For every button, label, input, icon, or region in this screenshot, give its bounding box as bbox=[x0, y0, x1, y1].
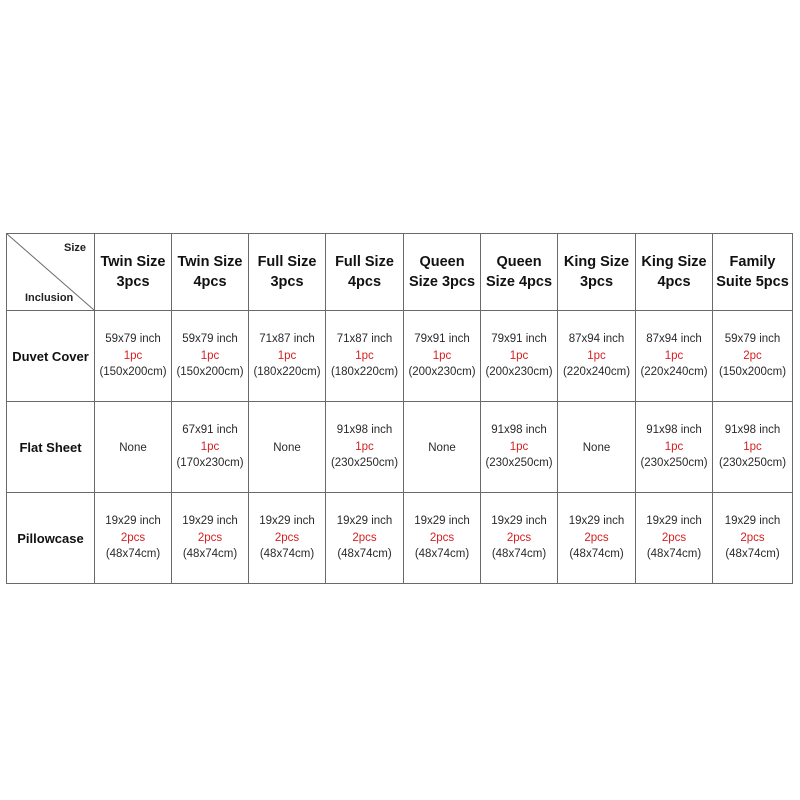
cell-metric: (48x74cm) bbox=[725, 548, 780, 561]
cell-quantity: 1pc bbox=[664, 349, 684, 362]
table-row-pillowcase bbox=[7, 493, 793, 584]
cell-size: 59x79 inch bbox=[182, 333, 238, 346]
table-cell bbox=[636, 402, 713, 493]
cell-quantity: 1pc bbox=[664, 440, 684, 453]
cell-size: 91x98 inch bbox=[491, 424, 547, 437]
cell-none: None bbox=[582, 442, 611, 454]
corner-cell bbox=[7, 234, 95, 311]
cell-quantity: 1pc bbox=[432, 349, 452, 362]
column-header-line1: Family bbox=[729, 254, 776, 270]
cell-none: None bbox=[273, 442, 301, 454]
column-header-line2: 4pcs bbox=[193, 274, 227, 290]
cell-metric: (48x74cm) bbox=[646, 548, 702, 561]
cell-metric: (48x74cm) bbox=[337, 548, 392, 561]
column-header-line2: 3pcs bbox=[579, 274, 614, 290]
cell-metric: (48x74cm) bbox=[259, 548, 315, 561]
table-cell bbox=[404, 311, 481, 402]
column-header-line2: 3pcs bbox=[270, 274, 304, 290]
table-cell bbox=[404, 493, 481, 584]
cell-metric: (150x200cm) bbox=[99, 366, 167, 379]
cell-size: 19x29 inch bbox=[568, 515, 625, 528]
corner-size-label: Size bbox=[63, 242, 86, 254]
column-header-king-3pcs bbox=[558, 234, 636, 311]
table-cell bbox=[404, 402, 481, 493]
column-header-king-4pcs bbox=[636, 234, 713, 311]
cell-none: None bbox=[428, 442, 456, 454]
cell-quantity: 2pcs bbox=[197, 531, 223, 544]
column-header-line1: King Size bbox=[641, 254, 707, 270]
cell-metric: (170x230cm) bbox=[176, 457, 244, 470]
column-header-line1: Full Size bbox=[257, 254, 317, 270]
column-header-twin-4pcs bbox=[172, 234, 249, 311]
table-row-flat-sheet bbox=[7, 402, 793, 493]
cell-quantity: 1pc bbox=[743, 440, 762, 453]
cell-quantity: 1pc bbox=[509, 349, 529, 362]
table-cell bbox=[95, 311, 172, 402]
cell-size: 19x29 inch bbox=[182, 515, 238, 528]
cell-quantity: 2pcs bbox=[740, 531, 765, 544]
table-cell bbox=[636, 493, 713, 584]
table-cell bbox=[95, 402, 172, 493]
table-cell bbox=[713, 402, 793, 493]
cell-size: 71x87 inch bbox=[336, 333, 393, 346]
cell-metric: (48x74cm) bbox=[569, 548, 624, 561]
table-cell bbox=[172, 493, 249, 584]
cell-size: 67x91 inch bbox=[182, 424, 238, 437]
row-label: Duvet Cover bbox=[7, 311, 95, 402]
table-cell bbox=[326, 402, 404, 493]
row-label: Flat Sheet bbox=[7, 402, 95, 493]
cell-metric: (230x250cm) bbox=[718, 457, 787, 470]
cell-size: 91x98 inch bbox=[336, 424, 393, 437]
cell-size: 87x94 inch bbox=[646, 333, 702, 346]
table-cell bbox=[326, 493, 404, 584]
cell-quantity: 2pcs bbox=[120, 531, 146, 544]
table-cell bbox=[326, 311, 404, 402]
table-row-duvet-cover bbox=[7, 311, 793, 402]
cell-size: 19x29 inch bbox=[259, 515, 315, 528]
cell-quantity: 1pc bbox=[355, 349, 374, 362]
column-header-twin-3pcs bbox=[95, 234, 172, 311]
cell-quantity: 1pc bbox=[123, 349, 143, 362]
table-cell bbox=[558, 402, 636, 493]
column-header-queen-3pcs bbox=[404, 234, 481, 311]
cell-size: 91x98 inch bbox=[646, 424, 702, 437]
column-header-line2: Size 4pcs bbox=[485, 274, 553, 290]
cell-quantity: 2pcs bbox=[506, 531, 532, 544]
cell-quantity: 2pcs bbox=[584, 531, 609, 544]
cell-metric: (150x200cm) bbox=[718, 366, 787, 379]
cell-quantity: 2pcs bbox=[429, 531, 455, 544]
cell-metric: (230x250cm) bbox=[640, 457, 708, 470]
table-cell bbox=[558, 311, 636, 402]
table-cell bbox=[481, 493, 558, 584]
cell-size: 71x87 inch bbox=[259, 333, 315, 346]
cell-metric: (230x250cm) bbox=[485, 457, 553, 470]
cell-size: 19x29 inch bbox=[414, 515, 470, 528]
cell-metric: (48x74cm) bbox=[491, 548, 547, 561]
cell-metric: (220x240cm) bbox=[640, 366, 708, 379]
cell-size: 87x94 inch bbox=[568, 333, 625, 346]
cell-size: 91x98 inch bbox=[724, 424, 781, 437]
table-cell bbox=[249, 311, 326, 402]
cell-size: 59x79 inch bbox=[724, 333, 781, 346]
column-header-line2: 4pcs bbox=[657, 274, 691, 290]
cell-size: 59x79 inch bbox=[105, 333, 161, 346]
size-comparison-table bbox=[6, 233, 793, 584]
cell-quantity: 2pcs bbox=[274, 531, 300, 544]
column-header-line1: Full Size bbox=[335, 254, 394, 270]
row-label: Pillowcase bbox=[7, 493, 95, 584]
cell-quantity: 2pc bbox=[743, 349, 762, 362]
cell-quantity: 1pc bbox=[277, 349, 297, 362]
cell-size: 19x29 inch bbox=[105, 515, 161, 528]
cell-metric: (200x230cm) bbox=[485, 366, 553, 379]
cell-none: None bbox=[119, 442, 147, 454]
cell-size: 79x91 inch bbox=[414, 333, 470, 346]
cell-metric: (220x240cm) bbox=[562, 366, 631, 379]
header-row bbox=[7, 234, 793, 311]
cell-size: 19x29 inch bbox=[724, 515, 781, 528]
cell-quantity: 1pc bbox=[200, 440, 220, 453]
cell-quantity: 1pc bbox=[355, 440, 374, 453]
table-cell bbox=[95, 493, 172, 584]
corner-inclusion-label: Inclusion bbox=[25, 292, 74, 304]
table-cell bbox=[481, 311, 558, 402]
cell-quantity: 1pc bbox=[200, 349, 220, 362]
cell-size: 19x29 inch bbox=[491, 515, 547, 528]
cell-metric: (180x220cm) bbox=[330, 366, 399, 379]
column-header-line1: Twin Size bbox=[177, 254, 243, 270]
table-cell bbox=[481, 402, 558, 493]
cell-metric: (48x74cm) bbox=[105, 548, 161, 561]
column-header-family-5pcs bbox=[713, 234, 793, 311]
column-header-full-3pcs bbox=[249, 234, 326, 311]
cell-metric: (180x220cm) bbox=[253, 366, 321, 379]
column-header-line2: 4pcs bbox=[347, 274, 382, 290]
cell-size: 79x91 inch bbox=[491, 333, 547, 346]
column-header-full-4pcs bbox=[326, 234, 404, 311]
table-cell bbox=[558, 493, 636, 584]
cell-metric: (200x230cm) bbox=[408, 366, 476, 379]
column-header-line2: 3pcs bbox=[116, 274, 150, 290]
cell-size: 19x29 inch bbox=[336, 515, 393, 528]
table-cell bbox=[172, 402, 249, 493]
column-header-line2: Size 3pcs bbox=[408, 274, 476, 290]
table-cell bbox=[713, 311, 793, 402]
column-header-line2: Suite 5pcs bbox=[716, 274, 789, 290]
cell-quantity: 1pc bbox=[587, 349, 606, 362]
table-cell bbox=[249, 402, 326, 493]
cell-metric: (230x250cm) bbox=[330, 457, 399, 470]
table-cell bbox=[172, 311, 249, 402]
table-cell bbox=[249, 493, 326, 584]
column-header-line1: Queen bbox=[496, 254, 542, 270]
column-header-line1: Queen bbox=[419, 254, 465, 270]
cell-quantity: 2pcs bbox=[661, 531, 687, 544]
cell-quantity: 1pc bbox=[509, 440, 529, 453]
column-header-queen-4pcs bbox=[481, 234, 558, 311]
cell-quantity: 2pcs bbox=[352, 531, 377, 544]
cell-metric: (48x74cm) bbox=[414, 548, 470, 561]
column-header-line1: Twin Size bbox=[100, 254, 166, 270]
table-cell bbox=[713, 493, 793, 584]
column-header-line1: King Size bbox=[563, 254, 630, 270]
cell-metric: (150x200cm) bbox=[176, 366, 244, 379]
cell-metric: (48x74cm) bbox=[182, 548, 238, 561]
cell-size: 19x29 inch bbox=[646, 515, 702, 528]
table-cell bbox=[636, 311, 713, 402]
